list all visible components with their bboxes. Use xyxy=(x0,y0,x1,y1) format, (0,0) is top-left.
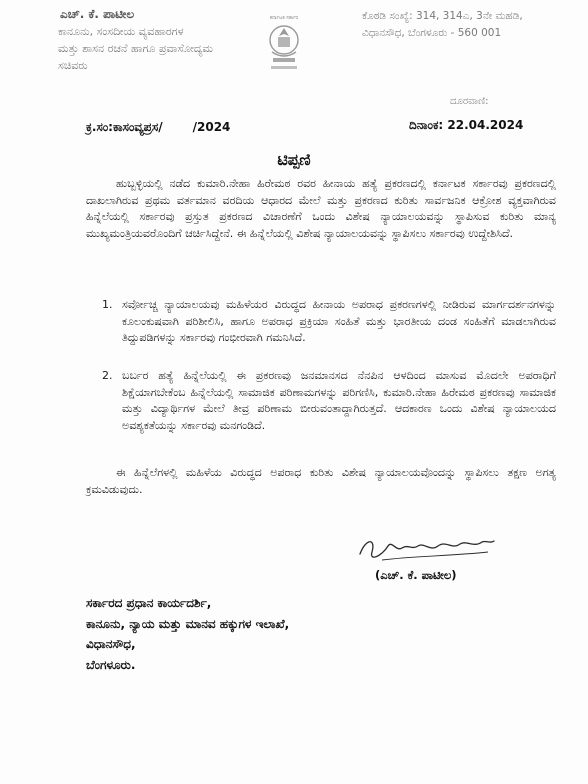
reference-year: /2024 xyxy=(192,120,231,134)
letterhead-right xyxy=(362,8,562,42)
phone-label: ದೂರವಾಣಿ: xyxy=(450,96,489,107)
addressee-line-1: ಸರ್ಕಾರದ ಪ್ರಧಾನ ಕಾರ್ಯದರ್ಶಿ, xyxy=(86,596,212,610)
portfolio-line-1: ಕಾನೂನು, ಸಂಸದೀಯ ವ್ಯವಹಾರಗಳ xyxy=(58,25,184,38)
date-label: ದಿನಾಂಕ: xyxy=(409,118,444,132)
office-address-line-1: ಕೊಠಡಿ ಸಂಖ್ಯೆ: 314, 314ಎ, 3ನೇ ಮಹಡಿ, xyxy=(362,10,523,22)
letterhead-left xyxy=(58,6,228,74)
reference-number xyxy=(86,120,230,135)
list-item-text: ಬರ್ಬರ ಹತ್ಯೆ ಹಿನ್ನೆಲೆಯಲ್ಲಿ ಈ ಪ್ರಕರಣವು ಜನಮಾನಸದ ನೆನಪಿನ ಆಳದಿಂದ ಮಾಸುವ ಮೊದಲೇ ಅಪರಾಧಿಗೆ ಶಿಕ್ಷೆಯಾಗಬೇಕೆಂಬ ಹಿನ್ನೆಲೆಯಲ್ಲಿ ಸಾಮಾಜಿಕ ಪರಿಣಾಮಗಳನ್ನು ಪರಿಗಣಿಸಿ, ಕುಮಾರಿ.ನೇಹಾ ಹಿರೇಮಠ ಪ್ರಕರಣವು ಸಾಮಾಜಿಕ ಮತ್ತು ವಿದ್ಯಾರ್ಥಿಗಳ ಮೇಲೆ ತೀವ್ರ ಪರಿಣಾಮ ಬೀರುವಂತಾದ್ದಾಗಿರುತ್ತದೆ. ಆದಕಾರಣ ಒಂದು ವಿಶೇಷ ನ್ಯಾಯಾಲಯದ ಅವಶ್ಯಕತೆಯನ್ನು ಸರ್ಕಾರವು ಮನಗಂಡಿದೆ. xyxy=(122,369,556,432)
addressee-block xyxy=(86,593,289,675)
body-paragraph-2: ಈ ಹಿನ್ನೆಲೆಗಳಲ್ಲಿ ಮಹಿಳೆಯ ವಿರುದ್ಧದ ಅಪರಾಧ ಕುರಿತು ವಿಶೇಷ ನ್ಯಾಯಾಲಯವೊಂದನ್ನು ಸ್ಥಾಪಿಸಲು ತಕ್ಷಣ ಅಗತ್ಯ ಕ್ರಮವಿಡುವುದು. xyxy=(86,466,556,496)
letter-date xyxy=(409,118,523,133)
list-marker: 1. xyxy=(102,298,113,311)
government-emblem-icon xyxy=(259,10,309,76)
addressee-line-4: ಬೆಂಗಳೂರು. xyxy=(86,657,136,672)
note-title: ಟಿಪ್ಪಣಿ xyxy=(277,150,311,169)
office-address-line-2: ವಿಧಾನಸೌಧ, ಬೆಂಗಳೂರು - 560 001 xyxy=(362,27,502,39)
list-item xyxy=(102,297,556,347)
list-item xyxy=(102,368,556,434)
list-marker: 2. xyxy=(102,369,113,382)
list-item-text: ಸರ್ವೋಚ್ಚ ನ್ಯಾಯಾಲಯವು ಮಹಿಳೆಯರ ವಿರುದ್ಧದ ಹೀನಾಯ ಅಪರಾಧ ಪ್ರಕರಣಗಳಲ್ಲಿ ನೀಡಿರುವ ಮಾರ್ಗದರ್ಶನಗಳನ್ನು ಕೂಲಂಕುಷವಾಗಿ ಪರಿಶೀಲಿಸಿ, ಹಾಗೂ ಅಪರಾಧ ಪ್ರಕ್ರಿಯಾ ಸಂಹಿತೆ ಮತ್ತು ಭಾರತೀಯ ದಂಡ ಸಂಹಿತೆಗೆ ಮಾಡಲಾಗಿರುವ ತಿದ್ದುಪಡಿಗಳನ್ನು ಸರ್ಕಾರವು ಗಂಭೀರವಾಗಿ ಗಮನಿಸಿದೆ. xyxy=(122,298,556,344)
emblem-text: ಕರ್ನಾಟಕ ಸರ್ಕಾರ xyxy=(269,15,299,21)
handwritten-signature xyxy=(352,530,502,568)
body-paragraph-1: ಹುಬ್ಬಳ್ಳಿಯಲ್ಲಿ ನಡೆದ ಕುಮಾರಿ.ನೇಹಾ ಹಿರೇಮಠ ರವರ ಹೀನಾಯ ಹತ್ಯೆ ಪ್ರಕರಣದಲ್ಲಿ ಕರ್ನಾಟಕ ಸರ್ಕಾರವು ಪ್ರಕರಣದಲ್ಲಿ ದಾಖಲಾಗಿರುವ ಪ್ರಥಮ ವರ್ತಮಾನ ವರದಿಯ ಆಧಾರದ ಮೇಲೆ ಮತ್ತು ಪ್ರಕರಣದ ಕುರಿತು ಸಾರ್ವಜನಿಕ ಆಕ್ರೋಶ ವ್ಯಕ್ತವಾಗಿರುವ ಹಿನ್ನೆಲೆಯಲ್ಲಿ ಸರ್ಕಾರವು ಪ್ರಸ್ತುತ ಪ್ರಕರಣದ ವಿಚಾರಣೆಗೆ ಒಂದು ವಿಶೇಷ ನ್ಯಾಯಾಲಯವನ್ನು ಸ್ಥಾಪಿಸುವ ಕುರಿತು ಮಾನ್ಯ ಮುಖ್ಯಮಂತ್ರಿಯವರೊಂದಿಗೆ ಚರ್ಚಿಸಿದ್ದೇನೆ. ಈ ಹಿನ್ನೆಲೆಯಲ್ಲಿ ವಿಶೇಷ ನ್ಯಾಯಾಲಯವನ್ನು ಸ್ಥಾಪಿಸಲು ಸರ್ಕಾರವು ಉದ್ದೇಶಿಸಿದೆ. xyxy=(86,177,556,240)
reference-label: ಕ್ರ.ಸಂ:ಕಾಸಂವ್ಯಪ್ರಸ/ xyxy=(86,120,163,134)
signatory-name: (ಎಚ್. ಕೆ. ಪಾಟೀಲ) xyxy=(375,568,457,582)
minister-name: ಎಚ್. ಕೆ. ಪಾಟೀಲ xyxy=(60,7,135,21)
addressee-line-3: ವಿಧಾನಸೌಧ, xyxy=(86,637,136,651)
addressee-line-2: ಕಾನೂನು, ನ್ಯಾಯ ಮತ್ತು ಮಾನವ ಹಕ್ಕುಗಳ ಇಲಾಖೆ, xyxy=(86,616,290,631)
date-value: 22.04.2024 xyxy=(447,118,524,132)
portfolio-line-2: ಮತ್ತು ಶಾಸನ ರಚನೆ ಹಾಗೂ ಪ್ರವಾಸೋದ್ಯಮ ಸಚಿವರು xyxy=(58,42,213,72)
